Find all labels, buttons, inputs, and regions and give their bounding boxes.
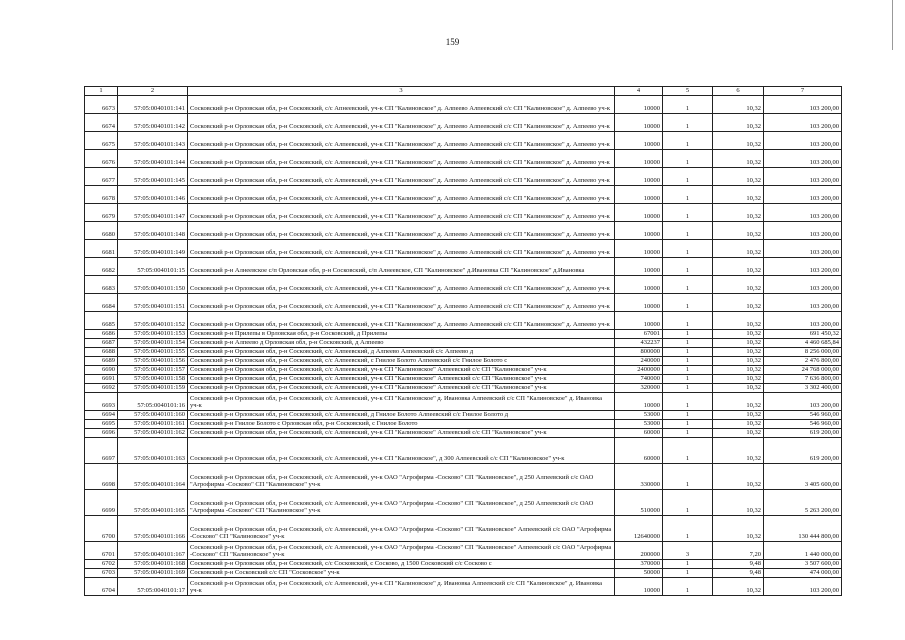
area-cell: 50000: [615, 569, 663, 578]
count-cell: 1: [663, 240, 713, 258]
table-row: [85, 464, 842, 490]
value-sum-cell: 24 768 000,00: [764, 366, 842, 375]
rate-cell: 10,32: [713, 438, 764, 464]
value-sum-cell: 103 200,00: [764, 240, 842, 258]
table-row: [85, 204, 842, 222]
table-row: [85, 366, 842, 375]
area-cell: 200000: [615, 542, 663, 560]
rate-cell: 10,32: [713, 330, 764, 339]
address-description-cell: Сосковский р-н Орловская обл, р-н Сосковский, с/с Алпеевский, уч-к СП "Калиновское" д. Алпеево Алпеевский с/с СП "Калиновское" д. Алпеево уч-к: [188, 204, 615, 222]
header-cell: 3: [188, 87, 615, 96]
area-cell: 2400000: [615, 366, 663, 375]
value-sum-cell: 103 200,00: [764, 186, 842, 204]
value-sum-cell: 103 200,00: [764, 204, 842, 222]
area-cell: 10000: [615, 204, 663, 222]
value-sum-cell: 103 200,00: [764, 96, 842, 114]
row-number-cell: 6697: [85, 438, 118, 464]
cadastral-number-cell: 57:05:0040101:147: [118, 204, 188, 222]
count-cell: 1: [663, 339, 713, 348]
rate-cell: 10,32: [713, 464, 764, 490]
address-description-cell: Сосковский р-н Орловская обл, р-н Сосковский, с/с Алпеевский, уч-к СП "Калиновское" д. Алпеево Алпеевский с/с СП "Калиновское" д. Алпеево уч-к: [188, 132, 615, 150]
row-number-cell: 6703: [85, 569, 118, 578]
area-cell: 432237: [615, 339, 663, 348]
address-description-cell: Сосковский р-н Орловская обл, р-н Сосковский, с/с Алпеевский, уч-к СП "Калиновское" д. Алпеево Алпеевский с/с СП "Калиновское" д. Алпеево уч-к: [188, 276, 615, 294]
value-sum-cell: 130 444 800,00: [764, 516, 842, 542]
cadastral-number-cell: 57:05:0040101:162: [118, 429, 188, 438]
table-row: [85, 542, 842, 560]
address-description-cell: Сосковский р-н Гнилое Болото с Орловская обл, р-н Сосковский, с Гнилое Болото: [188, 420, 615, 429]
address-description-cell: Сосковский р-н Орловская обл, р-н Сосковский, с/с Алпеевский, уч-к ОАО "Агрофирма -Сосково" СП "Калиновское", д 250 Алпеевский с/с ОАО "Агрофирма -Сосково" СП "Калиновское" уч-к: [188, 490, 615, 516]
rate-cell: 10,32: [713, 490, 764, 516]
table-row: [85, 516, 842, 542]
rate-cell: 10,32: [713, 375, 764, 384]
table-row: [85, 168, 842, 186]
value-sum-cell: 5 263 200,00: [764, 490, 842, 516]
address-description-cell: Сосковский р-н Орловская обл, р-н Сосковский, с/с Алпеевский, уч-к СП "Калиновское" д. Алпеево Алпеевский с/с СП "Калиновское" д. Алпеево уч-к: [188, 168, 615, 186]
address-description-cell: Сосковский р-н Орловская обл, р-н Сосковский, с/с Алпеевский, уч-к ОАО "Агрофирма -Сосково" СП "Калиновское" Алпеевский с/с ОАО "Агрофирма -Сосково" СП "Калиновское" уч-к: [188, 516, 615, 542]
row-number-cell: 6699: [85, 490, 118, 516]
rate-cell: 9,48: [713, 560, 764, 569]
table-row: [85, 578, 842, 596]
header-cell: 4: [615, 87, 663, 96]
value-sum-cell: 103 200,00: [764, 312, 842, 330]
count-cell: 1: [663, 348, 713, 357]
table-row: [85, 384, 842, 393]
address-description-cell: Сосковский р-н Прилепы в Орловская обл, р-н Сосковский, д Прилепы: [188, 330, 615, 339]
area-cell: 320000: [615, 384, 663, 393]
row-number-cell: 6696: [85, 429, 118, 438]
rate-cell: 10,32: [713, 204, 764, 222]
rate-cell: 10,32: [713, 357, 764, 366]
row-number-cell: 6688: [85, 348, 118, 357]
cadastral-number-cell: 57:05:0040101:16: [118, 393, 188, 411]
count-cell: 1: [663, 384, 713, 393]
address-description-cell: Сосковский р-н Орловская обл, р-н Сосковский, с/с Алпеевский, уч-к СП "Калиновское" д. Алпеево Алпеевский с/с СП "Калиновское" д. Алпеево уч-к: [188, 114, 615, 132]
cadastral-number-cell: 57:05:0040101:156: [118, 357, 188, 366]
count-cell: 1: [663, 276, 713, 294]
row-number-cell: 6681: [85, 240, 118, 258]
row-number-cell: 6704: [85, 578, 118, 596]
area-cell: 740000: [615, 375, 663, 384]
row-number-cell: 6677: [85, 168, 118, 186]
table-row: [85, 429, 842, 438]
cadastral-number-cell: 57:05:0040101:144: [118, 150, 188, 168]
row-number-cell: 6689: [85, 357, 118, 366]
value-sum-cell: 103 200,00: [764, 578, 842, 596]
count-cell: 1: [663, 186, 713, 204]
row-number-cell: 6698: [85, 464, 118, 490]
cadastral-number-cell: 57:05:0040101:165: [118, 490, 188, 516]
address-description-cell: Сосковский р-н Алпеево д Орловская обл, р-н Сосковский, д Алпеево: [188, 339, 615, 348]
cadastral-number-cell: 57:05:0040101:152: [118, 312, 188, 330]
table-body: [85, 96, 842, 596]
table-row: [85, 312, 842, 330]
address-description-cell: Сосковский р-н Орловская обл, р-н Сосковский, с/с Алпеевский, д Алпеево Алпеевский с/с Алпеево д: [188, 348, 615, 357]
address-description-cell: Сосковский р-н Орловская обл, р-н Сосковский, с/с Алпеевский, уч-к СП "Калиновское" Алпеевский с/с СП "Калиновское" уч-к: [188, 429, 615, 438]
table-row: [85, 150, 842, 168]
address-description-cell: Сосковский р-н Алнеевское с/п Орловская обл, р-н Сосковский, с/п Алнеевское, СП "Калиновское" д.Ивановка СП "Калиновское" д.Ивановка: [188, 258, 615, 276]
value-sum-cell: 619 200,00: [764, 429, 842, 438]
area-cell: 10000: [615, 393, 663, 411]
area-cell: 10000: [615, 168, 663, 186]
area-cell: 67001: [615, 330, 663, 339]
area-cell: 240000: [615, 357, 663, 366]
count-cell: 1: [663, 420, 713, 429]
address-description-cell: Сосковский р-н Орловская обл, р-н Сосковский, с/с Алпеевский, уч-к СП "Калиновское" д. Алпеево Алпеевский с/с СП "Калиновское" д. Алпеево уч-к: [188, 186, 615, 204]
value-sum-cell: 103 200,00: [764, 168, 842, 186]
address-description-cell: Сосковский р-н Орловская обл, р-н Сосковский, с/с Алпеевский, уч-к СП "Калиновское" Алпеевский с/с СП "Калиновское" уч-к: [188, 384, 615, 393]
area-cell: 10000: [615, 294, 663, 312]
cadastral-number-cell: 57:05:0040101:157: [118, 366, 188, 375]
count-cell: 1: [663, 569, 713, 578]
rate-cell: 10,32: [713, 240, 764, 258]
rate-cell: 10,32: [713, 168, 764, 186]
value-sum-cell: 103 200,00: [764, 258, 842, 276]
area-cell: 10000: [615, 150, 663, 168]
address-description-cell: Сосковский р-н Орловская обл, р-н Сосковский, с/с Алпеевский, уч-к СП "Калиновское" д. Алпеево Алпеевский с/с СП "Калиновское" д. Алпеево уч-к: [188, 150, 615, 168]
area-cell: 53000: [615, 411, 663, 420]
row-number-cell: 6690: [85, 366, 118, 375]
rate-cell: 10,32: [713, 222, 764, 240]
table-row: [85, 96, 842, 114]
table-row: [85, 186, 842, 204]
table-row: [85, 411, 842, 420]
value-sum-cell: 3 405 600,00: [764, 464, 842, 490]
cadastral-number-cell: 57:05:0040101:150: [118, 276, 188, 294]
count-cell: 1: [663, 438, 713, 464]
area-cell: 10000: [615, 258, 663, 276]
area-cell: 10000: [615, 186, 663, 204]
count-cell: 1: [663, 490, 713, 516]
count-cell: 1: [663, 114, 713, 132]
row-number-cell: 6684: [85, 294, 118, 312]
count-cell: 1: [663, 312, 713, 330]
address-description-cell: Сосковский р-н Орловская обл, р-н Сосковский, с/с Алпеевский, уч-к ОАО "Агрофирма -Сосково" СП "Калиновское" Алпеевский с/с ОАО "Агрофирма -Сосково" СП "Калиновское" уч-к: [188, 542, 615, 560]
rate-cell: 10,32: [713, 578, 764, 596]
row-number-cell: 6686: [85, 330, 118, 339]
row-number-cell: 6701: [85, 542, 118, 560]
table-row: [85, 357, 842, 366]
cadastral-number-cell: 57:05:0040101:145: [118, 168, 188, 186]
address-description-cell: Сосковский р-н Орловская обл, р-н Сосковский, с/с Алпеевский, уч-к СП "Калиновское", д 300 Алпеевский с/с СП "Калиновское" уч-к: [188, 438, 615, 464]
table-row: [85, 560, 842, 569]
rate-cell: 10,32: [713, 276, 764, 294]
count-cell: 1: [663, 330, 713, 339]
cadastral-number-cell: 57:05:0040101:166: [118, 516, 188, 542]
row-number-cell: 6673: [85, 96, 118, 114]
row-number-cell: 6685: [85, 312, 118, 330]
count-cell: 1: [663, 411, 713, 420]
table-row: [85, 393, 842, 411]
table-row: [85, 222, 842, 240]
address-description-cell: Сосковский р-н Орловская обл, р-н Сосковский, с/с Алпеевский, уч-к СП "Калиновское" д. Алпеево Алпеевский с/с СП "Калиновское" д. Алпеево уч-к: [188, 240, 615, 258]
count-cell: 1: [663, 357, 713, 366]
area-cell: 53000: [615, 420, 663, 429]
row-number-cell: 6674: [85, 114, 118, 132]
row-number-cell: 6678: [85, 186, 118, 204]
count-cell: 1: [663, 578, 713, 596]
count-cell: 1: [663, 516, 713, 542]
area-cell: 10000: [615, 240, 663, 258]
area-cell: 10000: [615, 578, 663, 596]
area-cell: 370000: [615, 560, 663, 569]
cadastral-number-cell: 57:05:0040101:143: [118, 132, 188, 150]
header-cell: 2: [118, 87, 188, 96]
value-sum-cell: 619 200,00: [764, 438, 842, 464]
table-row: [85, 114, 842, 132]
address-description-cell: Сосковский р-н Орловская обл, р-н Сосковский, с/с Алпеевский, уч-к СП "Калиновское" д. Ивановка Алпеевский с/с СП "Калиновское" д. Ивановка уч-к: [188, 393, 615, 411]
value-sum-cell: 546 960,00: [764, 411, 842, 420]
cadastral-number-cell: 57:05:0040101:163: [118, 438, 188, 464]
value-sum-cell: 103 200,00: [764, 276, 842, 294]
row-number-cell: 6693: [85, 393, 118, 411]
row-number-cell: 6683: [85, 276, 118, 294]
cadastral-number-cell: 57:05:0040101:160: [118, 411, 188, 420]
value-sum-cell: 103 200,00: [764, 132, 842, 150]
value-sum-cell: 103 200,00: [764, 222, 842, 240]
cadastral-number-cell: 57:05:0040101:149: [118, 240, 188, 258]
rate-cell: 7,20: [713, 542, 764, 560]
header-cell: 7: [764, 87, 842, 96]
count-cell: 1: [663, 294, 713, 312]
cadastral-number-cell: 57:05:0040101:148: [118, 222, 188, 240]
rate-cell: 10,32: [713, 429, 764, 438]
value-sum-cell: 8 256 000,00: [764, 348, 842, 357]
cadastral-number-cell: 57:05:0040101:164: [118, 464, 188, 490]
rate-cell: 10,32: [713, 96, 764, 114]
rate-cell: 10,32: [713, 384, 764, 393]
rate-cell: 10,32: [713, 420, 764, 429]
rate-cell: 10,32: [713, 516, 764, 542]
address-description-cell: Сосковский р-н Орловская обл, р-н Сосковский, с/с Алпеевский, с Гнилое Болото Алпеевский с/с Гнилое Болото с: [188, 357, 615, 366]
area-cell: 10000: [615, 312, 663, 330]
address-description-cell: Сосковский р-н Орловская обл, р-н Сосковский, с/с Алпеевский, уч-к СП "Калиновское" д. Алпеево Алпеевский с/с СП "Калиновское" д. Алпеево уч-к: [188, 312, 615, 330]
rate-cell: 10,32: [713, 258, 764, 276]
rate-cell: 10,32: [713, 339, 764, 348]
rate-cell: 10,32: [713, 312, 764, 330]
area-cell: 510000: [615, 490, 663, 516]
table-row: [85, 375, 842, 384]
table-row: [85, 339, 842, 348]
table-row: [85, 330, 842, 339]
header-cell: 6: [713, 87, 764, 96]
cadastral-number-cell: 57:05:0040101:153: [118, 330, 188, 339]
row-number-cell: 6680: [85, 222, 118, 240]
rate-cell: 10,32: [713, 186, 764, 204]
row-number-cell: 6695: [85, 420, 118, 429]
row-number-cell: 6687: [85, 339, 118, 348]
cadastral-number-cell: 57:05:0040101:151: [118, 294, 188, 312]
cadastral-number-cell: 57:05:0040101:154: [118, 339, 188, 348]
area-cell: 10000: [615, 276, 663, 294]
address-description-cell: Сосковский р-н Орловская обл, р-н Сосковский, с/с Алпеевский, уч-к СП "Калиновское" Алпеевский с/с СП "Калиновское" уч-к: [188, 366, 615, 375]
count-cell: 1: [663, 150, 713, 168]
area-cell: 10000: [615, 132, 663, 150]
row-number-cell: 6679: [85, 204, 118, 222]
page-number: 159: [445, 37, 460, 47]
rate-cell: 10,32: [713, 411, 764, 420]
rate-cell: 10,32: [713, 366, 764, 375]
header-cell: 5: [663, 87, 713, 96]
row-number-cell: 6676: [85, 150, 118, 168]
count-cell: 1: [663, 222, 713, 240]
value-sum-cell: 7 636 800,00: [764, 375, 842, 384]
address-description-cell: Сосковский р-н Орловская обл, р-н Сосковский, с/с Алпеевский, уч-к СП "Калиновское" д. Ивановка Алпеевский с/с СП "Калиновское" д. Ивановка уч-к: [188, 578, 615, 596]
table-row: [85, 420, 842, 429]
row-number-cell: 6700: [85, 516, 118, 542]
count-cell: 1: [663, 168, 713, 186]
address-description-cell: Сосковский р-н Орловская обл, р-н Сосковский, с/с Алпеевский, уч-к СП "Калиновское" Алпеевский с/с СП "Калиновское" уч-к: [188, 375, 615, 384]
table-row: [85, 240, 842, 258]
value-sum-cell: 4 460 685,84: [764, 339, 842, 348]
count-cell: 1: [663, 464, 713, 490]
value-sum-cell: 2 476 800,00: [764, 357, 842, 366]
area-cell: 10000: [615, 96, 663, 114]
value-sum-cell: 474 000,00: [764, 569, 842, 578]
area-cell: 10000: [615, 114, 663, 132]
count-cell: 1: [663, 96, 713, 114]
address-description-cell: Сосковский р-н Орловская обл, р-н Сосковский, с/с Сосковский, с Сосково, д 1500 Сосковский с/с Сосково с: [188, 560, 615, 569]
row-number-cell: 6692: [85, 384, 118, 393]
area-cell: 12640000: [615, 516, 663, 542]
cadastral-number-cell: 57:05:0040101:155: [118, 348, 188, 357]
cadastral-number-cell: 57:05:0040101:142: [118, 114, 188, 132]
cadastral-number-cell: 57:05:0040101:141: [118, 96, 188, 114]
rate-cell: 10,32: [713, 114, 764, 132]
row-number-cell: 6691: [85, 375, 118, 384]
value-sum-cell: 546 960,00: [764, 420, 842, 429]
table-row: [85, 490, 842, 516]
address-description-cell: Сосковский р-н Орловская обл, р-н Сосковский, с/с Алпеевский, уч-к СП "Калиновское" д. Алпеево Алпеевский с/с СП "Калиновское" д. Алпеево уч-к: [188, 294, 615, 312]
table-row: [85, 294, 842, 312]
cadastral-number-cell: 57:05:0040101:146: [118, 186, 188, 204]
table-row: [85, 438, 842, 464]
cadastral-number-cell: 57:05:0040101:15: [118, 258, 188, 276]
cadastral-number-cell: 57:05:0040101:167: [118, 542, 188, 560]
count-cell: 1: [663, 560, 713, 569]
value-sum-cell: 3 302 400,00: [764, 384, 842, 393]
value-sum-cell: 3 507 600,00: [764, 560, 842, 569]
count-cell: 1: [663, 204, 713, 222]
count-cell: 1: [663, 132, 713, 150]
table-row: [85, 276, 842, 294]
row-number-cell: 6675: [85, 132, 118, 150]
rate-cell: 10,32: [713, 294, 764, 312]
area-cell: 330000: [615, 464, 663, 490]
value-sum-cell: 103 200,00: [764, 393, 842, 411]
rate-cell: 10,32: [713, 150, 764, 168]
count-cell: 3: [663, 542, 713, 560]
cadastral-number-cell: 57:05:0040101:159: [118, 384, 188, 393]
area-cell: 60000: [615, 429, 663, 438]
address-description-cell: Сосковский р-н Орловская обл, р-н Сосковский, с/с Алпеевский, д Гнилое Болото Алпеевский с/с Гнилое Болото д: [188, 411, 615, 420]
count-cell: 1: [663, 375, 713, 384]
row-number-cell: 6702: [85, 560, 118, 569]
value-sum-cell: 103 200,00: [764, 114, 842, 132]
table-row: [85, 348, 842, 357]
cadastral-number-cell: 57:05:0040101:168: [118, 560, 188, 569]
row-number-cell: 6694: [85, 411, 118, 420]
area-cell: 60000: [615, 438, 663, 464]
address-description-cell: Сосковский р-н Орловская обл, р-н Сосковский, с/с Апнеевский, уч-к СП "Калиновское" д. Алпеево Алпеевский с/с СП "Калиновское" д. Алпеево уч-к: [188, 96, 615, 114]
rate-cell: 10,32: [713, 393, 764, 411]
value-sum-cell: 691 450,32: [764, 330, 842, 339]
count-cell: 1: [663, 393, 713, 411]
table-row: [85, 569, 842, 578]
cadastral-number-cell: 57:05:0040101:17: [118, 578, 188, 596]
address-description-cell: Сосковский р-н Орловская обл, р-н Сосковский, с/с Алпеевский, уч-к ОАО "Агрофирма -Сосково" СП "Калиновское", д 250 Алпеевский с/с ОАО "Агрофирма -Сосково" СП "Калиновское" уч-к: [188, 464, 615, 490]
cadastral-number-cell: 57:05:0040101:169: [118, 569, 188, 578]
address-description-cell: Сосковский р-н Сосковский с/с СП "Сосковское" уч-к: [188, 569, 615, 578]
header-cell: 1: [85, 87, 118, 96]
area-cell: 800000: [615, 348, 663, 357]
rate-cell: 10,32: [713, 348, 764, 357]
address-description-cell: Сосковский р-н Орловская обл, р-н Сосковский, с/с Алпеевский, уч-к СП "Калиновское" д. Алпеево Алпеевский с/с СП "Калиновское" д. Алпеево уч-к: [188, 222, 615, 240]
row-number-cell: 6682: [85, 258, 118, 276]
cadastral-number-cell: 57:05:0040101:158: [118, 375, 188, 384]
table-row: [85, 132, 842, 150]
header-row: [85, 87, 842, 96]
value-sum-cell: 1 440 000,00: [764, 542, 842, 560]
table-row: [85, 258, 842, 276]
area-cell: 10000: [615, 222, 663, 240]
count-cell: 1: [663, 429, 713, 438]
count-cell: 1: [663, 366, 713, 375]
value-sum-cell: 103 200,00: [764, 294, 842, 312]
rate-cell: 9,48: [713, 569, 764, 578]
rate-cell: 10,32: [713, 132, 764, 150]
value-sum-cell: 103 200,00: [764, 150, 842, 168]
count-cell: 1: [663, 258, 713, 276]
cadastral-number-cell: 57:05:0040101:161: [118, 420, 188, 429]
land-parcels-table: [84, 86, 842, 596]
